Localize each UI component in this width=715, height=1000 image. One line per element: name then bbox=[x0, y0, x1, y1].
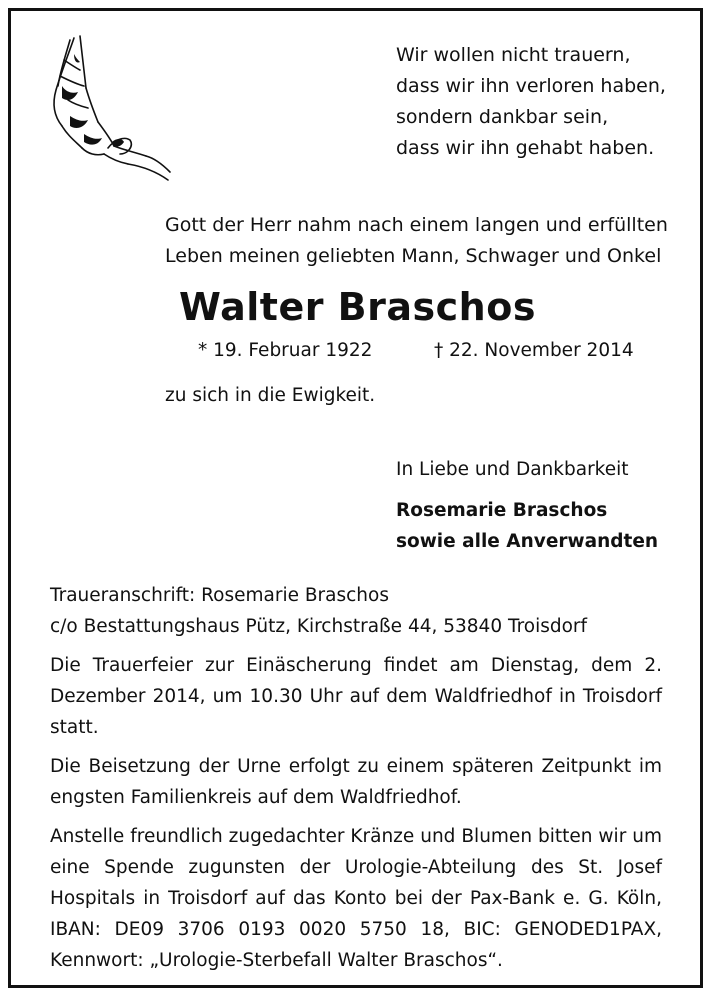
death-date: † 22. November 2014 bbox=[434, 340, 634, 361]
intro-text bbox=[165, 210, 668, 272]
eternity-line: zu sich in die Ewigkeit. bbox=[165, 385, 376, 406]
intro-line: Gott der Herr nahm nach einem langen und erfüllten bbox=[165, 214, 668, 236]
poem-line: dass wir ihn verloren haben, bbox=[396, 75, 666, 97]
poem-line: sondern dankbar sein, bbox=[396, 106, 609, 128]
address-line: Traueranschrift: Rosemarie Braschos bbox=[50, 585, 389, 606]
burial-paragraph: Die Beisetzung der Urne erfolgt zu einem späteren Zeitpunkt im engsten Familienkreis auf dem Waldfriedhof. bbox=[50, 756, 662, 808]
address-block bbox=[50, 580, 662, 642]
donation-paragraph: Anstelle freundlich zugedachter Kränze und Blumen bitten wir um eine Spende zugunsten der Urologie-Abteilung des St. Josef Hospitals in Troisdorf auf das Konto bei der Pax-Bank e. G. Köln, IBAN: DE09 3706 0193 0020 5750 18, BIC: GENODED1PAX, Kennwort: „Urologie-Sterbefall Walter Braschos“. bbox=[50, 826, 662, 971]
notice-body bbox=[50, 580, 662, 984]
intro-line: Leben meinen geliebten Mann, Schwager und Onkel bbox=[165, 245, 662, 267]
praying-hands-icon bbox=[44, 30, 174, 190]
poem-line: Wir wollen nicht trauern, bbox=[396, 44, 631, 66]
relatives-line: sowie alle Anverwandten bbox=[396, 531, 659, 552]
signoff-greeting: In Liebe und Dankbarkeit bbox=[396, 459, 629, 480]
poem bbox=[396, 40, 666, 164]
poem-line: dass wir ihn gehabt haben. bbox=[396, 137, 655, 159]
signoff bbox=[396, 454, 658, 557]
birth-date: * 19. Februar 1922 bbox=[198, 340, 373, 361]
deceased-name: Walter Braschos bbox=[179, 285, 536, 329]
address-line: c/o Bestattungshaus Pütz, Kirchstraße 44, 53840 Troisdorf bbox=[50, 616, 588, 637]
ceremony-paragraph: Die Trauerfeier zur Einäscherung findet am Dienstag, dem 2. Dezember 2014, um 10.30 Uhr auf dem Waldfriedhof in Troisdorf statt. bbox=[50, 655, 662, 738]
mourner-name: Rosemarie Braschos bbox=[396, 500, 608, 521]
